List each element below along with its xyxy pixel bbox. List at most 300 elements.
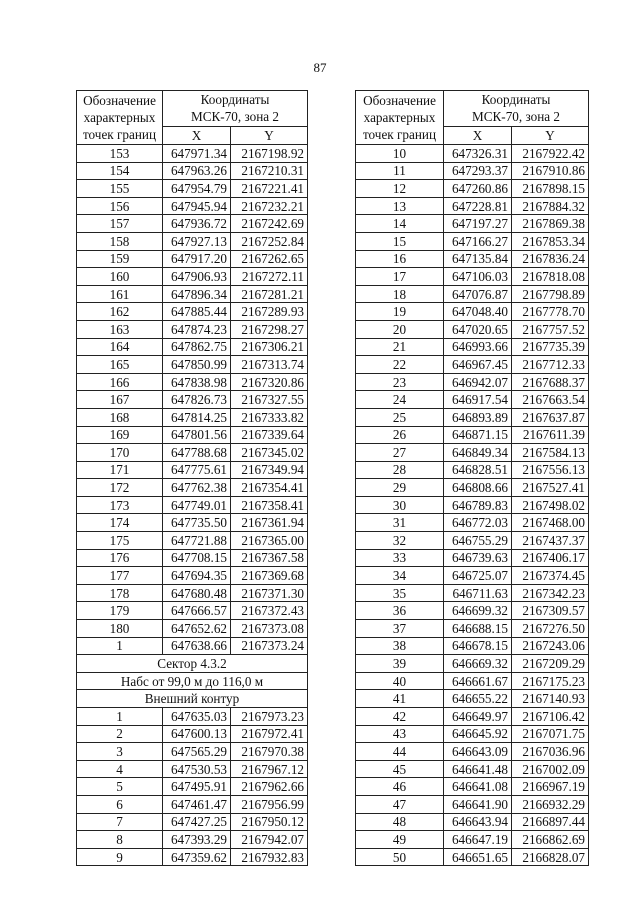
point-number-cell: 48 <box>356 813 444 831</box>
table-row <box>77 831 308 849</box>
x-coordinate-cell: 647788.68 <box>163 444 231 462</box>
x-coordinate-cell: 646739.63 <box>444 549 512 567</box>
x-coordinate-cell: 647721.88 <box>163 532 231 550</box>
x-coordinate-cell: 647530.53 <box>163 760 231 778</box>
y-coordinate-cell: 2167527.41 <box>512 479 589 497</box>
point-number-cell: 154 <box>77 162 163 180</box>
table-row <box>77 549 308 567</box>
table-row <box>77 373 308 391</box>
y-coordinate-cell: 2167071.75 <box>512 725 589 743</box>
x-coordinate-cell: 647862.75 <box>163 338 231 356</box>
x-coordinate-cell: 647106.03 <box>444 268 512 286</box>
table-row <box>77 479 308 497</box>
table-row <box>77 285 308 303</box>
x-coordinate-cell: 646688.15 <box>444 620 512 638</box>
point-number-cell: 162 <box>77 303 163 321</box>
section-row <box>77 672 308 690</box>
x-coordinate-cell: 647635.03 <box>163 708 231 726</box>
x-coordinate-cell: 647749.01 <box>163 496 231 514</box>
table-row <box>77 760 308 778</box>
point-number-cell: 36 <box>356 602 444 620</box>
y-coordinate-cell: 2167210.31 <box>231 162 308 180</box>
table-row <box>77 180 308 198</box>
x-coordinate-cell: 647359.62 <box>163 848 231 866</box>
table-row <box>356 813 589 831</box>
point-number-cell: 29 <box>356 479 444 497</box>
y-coordinate-cell: 2167798.89 <box>512 285 589 303</box>
x-coordinate-cell: 646669.32 <box>444 655 512 673</box>
x-coordinate-cell: 647135.84 <box>444 250 512 268</box>
y-coordinate-cell: 2167361.94 <box>231 514 308 532</box>
x-coordinate-cell: 646645.92 <box>444 725 512 743</box>
point-label-header <box>77 91 163 145</box>
point-number-cell: 15 <box>356 232 444 250</box>
x-coordinate-cell: 646655.22 <box>444 690 512 708</box>
table-header-row <box>356 91 589 127</box>
table-row <box>356 637 589 655</box>
x-coordinate-cell: 647680.48 <box>163 584 231 602</box>
table-row <box>356 338 589 356</box>
y-coordinate-cell: 2167358.41 <box>231 496 308 514</box>
x-coordinate-cell: 646699.32 <box>444 602 512 620</box>
table-row <box>356 620 589 638</box>
x-coordinate-cell: 647076.87 <box>444 285 512 303</box>
x-coordinate-cell: 646643.94 <box>444 813 512 831</box>
point-number-cell: 20 <box>356 320 444 338</box>
x-coordinate-cell: 646725.07 <box>444 567 512 585</box>
table-row <box>356 567 589 585</box>
point-number-cell: 165 <box>77 356 163 374</box>
y-coordinate-cell: 2167373.24 <box>231 637 308 655</box>
table-row <box>356 725 589 743</box>
point-number-cell: 22 <box>356 356 444 374</box>
x-coordinate-cell: 646893.89 <box>444 408 512 426</box>
y-coordinate-cell: 2167320.86 <box>231 373 308 391</box>
y-coordinate-cell: 2167281.21 <box>231 285 308 303</box>
y-column-header: Y <box>231 126 308 144</box>
table-row <box>77 338 308 356</box>
y-coordinate-cell: 2167289.93 <box>231 303 308 321</box>
point-number-cell: 164 <box>77 338 163 356</box>
point-number-cell: 11 <box>356 162 444 180</box>
x-coordinate-cell: 647020.65 <box>444 320 512 338</box>
x-coordinate-cell: 647762.38 <box>163 479 231 497</box>
point-number-cell: 23 <box>356 373 444 391</box>
table-row <box>356 760 589 778</box>
point-number-cell: 155 <box>77 180 163 198</box>
table-row <box>356 250 589 268</box>
point-number-cell: 14 <box>356 215 444 233</box>
x-coordinate-cell: 647850.99 <box>163 356 231 374</box>
x-coordinate-cell: 646849.34 <box>444 444 512 462</box>
table-row <box>356 479 589 497</box>
x-coordinate-cell: 647393.29 <box>163 831 231 849</box>
y-coordinate-cell: 2167970.38 <box>231 743 308 761</box>
point-number-cell: 157 <box>77 215 163 233</box>
sector-title: Сектор 4.3.2 <box>77 655 308 673</box>
point-number-cell: 161 <box>77 285 163 303</box>
y-coordinate-cell: 2167198.92 <box>231 145 308 163</box>
table-row <box>356 391 589 409</box>
y-coordinate-cell: 2167962.66 <box>231 778 308 796</box>
y-coordinate-cell: 2167688.37 <box>512 373 589 391</box>
point-number-cell: 169 <box>77 426 163 444</box>
header-line: Обозначение <box>83 93 156 108</box>
x-coordinate-cell: 647945.94 <box>163 197 231 215</box>
y-coordinate-cell: 2167262.65 <box>231 250 308 268</box>
y-coordinate-cell: 2167956.99 <box>231 795 308 813</box>
point-number-cell: 47 <box>356 795 444 813</box>
y-coordinate-cell: 2167922.42 <box>512 145 589 163</box>
table-row <box>77 496 308 514</box>
x-coordinate-cell: 646641.08 <box>444 778 512 796</box>
contour-title: Внешний контур <box>77 690 308 708</box>
table-row <box>356 285 589 303</box>
y-coordinate-cell: 2167252.84 <box>231 232 308 250</box>
table-row <box>356 831 589 849</box>
point-number-cell: 176 <box>77 549 163 567</box>
y-coordinate-cell: 2167498.02 <box>512 496 589 514</box>
x-coordinate-cell: 647963.26 <box>163 162 231 180</box>
y-coordinate-cell: 2167406.17 <box>512 549 589 567</box>
table-row <box>356 426 589 444</box>
table-row <box>77 303 308 321</box>
x-coordinate-cell: 647565.29 <box>163 743 231 761</box>
y-coordinate-cell: 2167373.08 <box>231 620 308 638</box>
point-number-cell: 18 <box>356 285 444 303</box>
table-row <box>356 584 589 602</box>
y-coordinate-cell: 2167339.64 <box>231 426 308 444</box>
point-number-cell: 153 <box>77 145 163 163</box>
point-number-cell: 41 <box>356 690 444 708</box>
y-coordinate-cell: 2167243.06 <box>512 637 589 655</box>
x-coordinate-cell: 646651.65 <box>444 848 512 866</box>
y-coordinate-cell: 2167967.12 <box>231 760 308 778</box>
y-coordinate-cell: 2167735.39 <box>512 338 589 356</box>
x-coordinate-cell: 647694.35 <box>163 567 231 585</box>
table-row <box>356 496 589 514</box>
y-coordinate-cell: 2167232.21 <box>231 197 308 215</box>
table-row <box>356 514 589 532</box>
x-coordinate-cell: 647708.15 <box>163 549 231 567</box>
x-coordinate-cell: 647652.62 <box>163 620 231 638</box>
point-number-cell: 19 <box>356 303 444 321</box>
y-coordinate-cell: 2167556.13 <box>512 461 589 479</box>
y-coordinate-cell: 2167369.68 <box>231 567 308 585</box>
point-label-header <box>356 91 444 145</box>
point-number-cell: 166 <box>77 373 163 391</box>
table-row <box>356 162 589 180</box>
x-coordinate-cell: 647735.50 <box>163 514 231 532</box>
y-coordinate-cell: 2166932.29 <box>512 795 589 813</box>
point-number-cell: 16 <box>356 250 444 268</box>
table-row <box>77 215 308 233</box>
y-coordinate-cell: 2167869.38 <box>512 215 589 233</box>
point-number-cell: 7 <box>77 813 163 831</box>
y-coordinate-cell: 2167327.55 <box>231 391 308 409</box>
x-coordinate-cell: 646641.90 <box>444 795 512 813</box>
table-row <box>77 567 308 585</box>
table-row <box>356 444 589 462</box>
point-number-cell: 10 <box>356 145 444 163</box>
header-line: характерных <box>363 110 436 125</box>
x-coordinate-cell: 647927.13 <box>163 232 231 250</box>
x-coordinate-cell: 647048.40 <box>444 303 512 321</box>
header-line: МСК-70, зона 2 <box>471 109 561 125</box>
point-number-cell: 8 <box>77 831 163 849</box>
point-number-cell: 171 <box>77 461 163 479</box>
point-number-cell: 5 <box>77 778 163 796</box>
table-row <box>356 320 589 338</box>
x-coordinate-cell: 646828.51 <box>444 461 512 479</box>
point-number-cell: 156 <box>77 197 163 215</box>
table-row <box>77 408 308 426</box>
y-coordinate-cell: 2167354.41 <box>231 479 308 497</box>
point-number-cell: 43 <box>356 725 444 743</box>
header-line: Координаты <box>481 92 551 108</box>
point-number-cell: 13 <box>356 197 444 215</box>
y-coordinate-cell: 2167345.02 <box>231 444 308 462</box>
y-coordinate-cell: 2167884.32 <box>512 197 589 215</box>
point-number-cell: 28 <box>356 461 444 479</box>
y-coordinate-cell: 2167298.27 <box>231 320 308 338</box>
y-coordinate-cell: 2166828.07 <box>512 848 589 866</box>
y-coordinate-cell: 2167932.83 <box>231 848 308 866</box>
table-row <box>356 356 589 374</box>
y-coordinate-cell: 2167942.07 <box>231 831 308 849</box>
table-row <box>77 514 308 532</box>
header-line: точек границ <box>82 127 157 142</box>
y-coordinate-cell: 2167637.87 <box>512 408 589 426</box>
point-number-cell: 50 <box>356 848 444 866</box>
x-coordinate-cell: 646772.03 <box>444 514 512 532</box>
x-coordinate-cell: 646711.63 <box>444 584 512 602</box>
coordinates-header <box>444 91 589 127</box>
y-coordinate-cell: 2167209.29 <box>512 655 589 673</box>
point-number-cell: 49 <box>356 831 444 849</box>
y-coordinate-cell: 2167342.23 <box>512 584 589 602</box>
point-number-cell: 46 <box>356 778 444 796</box>
table-row <box>77 197 308 215</box>
y-coordinate-cell: 2167276.50 <box>512 620 589 638</box>
y-coordinate-cell: 2166967.19 <box>512 778 589 796</box>
y-coordinate-cell: 2166862.69 <box>512 831 589 849</box>
table-row <box>77 232 308 250</box>
y-coordinate-cell: 2167778.70 <box>512 303 589 321</box>
point-number-cell: 30 <box>356 496 444 514</box>
table-row <box>77 532 308 550</box>
y-coordinate-cell: 2167836.24 <box>512 250 589 268</box>
y-coordinate-cell: 2167002.09 <box>512 760 589 778</box>
x-coordinate-cell: 646678.15 <box>444 637 512 655</box>
table-row <box>356 655 589 673</box>
point-number-cell: 3 <box>77 743 163 761</box>
y-coordinate-cell: 2166897.44 <box>512 813 589 831</box>
point-number-cell: 173 <box>77 496 163 514</box>
point-number-cell: 34 <box>356 567 444 585</box>
x-coordinate-cell: 646661.67 <box>444 672 512 690</box>
point-number-cell: 2 <box>77 725 163 743</box>
section-row <box>77 655 308 673</box>
table-row <box>77 620 308 638</box>
x-coordinate-cell: 647166.27 <box>444 232 512 250</box>
y-coordinate-cell: 2167663.54 <box>512 391 589 409</box>
x-coordinate-cell: 647801.56 <box>163 426 231 444</box>
section-row <box>77 690 308 708</box>
header-line: МСК-70, зона 2 <box>190 109 280 125</box>
x-column-header: X <box>163 126 231 144</box>
y-coordinate-cell: 2167950.12 <box>231 813 308 831</box>
x-coordinate-cell: 646942.07 <box>444 373 512 391</box>
x-coordinate-cell: 646755.29 <box>444 532 512 550</box>
y-coordinate-cell: 2167437.37 <box>512 532 589 550</box>
y-coordinate-cell: 2167242.69 <box>231 215 308 233</box>
header-line: характерных <box>83 110 156 125</box>
y-coordinate-cell: 2167313.74 <box>231 356 308 374</box>
point-number-cell: 12 <box>356 180 444 198</box>
x-coordinate-cell: 646917.54 <box>444 391 512 409</box>
right-coordinates-table <box>355 90 589 866</box>
y-coordinate-cell: 2167910.86 <box>512 162 589 180</box>
table-row <box>77 145 308 163</box>
coordinates-header <box>163 91 308 127</box>
x-coordinate-cell: 646789.83 <box>444 496 512 514</box>
y-coordinate-cell: 2167374.45 <box>512 567 589 585</box>
table-row <box>77 584 308 602</box>
point-number-cell: 167 <box>77 391 163 409</box>
table-row <box>77 391 308 409</box>
x-coordinate-cell: 646871.15 <box>444 426 512 444</box>
table-row <box>356 461 589 479</box>
x-coordinate-cell: 647826.73 <box>163 391 231 409</box>
point-number-cell: 26 <box>356 426 444 444</box>
x-coordinate-cell: 647906.93 <box>163 268 231 286</box>
y-coordinate-cell: 2167712.33 <box>512 356 589 374</box>
table-row <box>77 795 308 813</box>
point-number-cell: 172 <box>77 479 163 497</box>
x-coordinate-cell: 646808.66 <box>444 479 512 497</box>
x-coordinate-cell: 647838.98 <box>163 373 231 391</box>
y-coordinate-cell: 2167584.13 <box>512 444 589 462</box>
x-coordinate-cell: 647896.34 <box>163 285 231 303</box>
x-coordinate-cell: 647814.25 <box>163 408 231 426</box>
y-coordinate-cell: 2167468.00 <box>512 514 589 532</box>
page-number: 87 <box>313 60 327 75</box>
table-row <box>356 672 589 690</box>
table-row <box>77 602 308 620</box>
x-coordinate-cell: 647495.91 <box>163 778 231 796</box>
table-row <box>356 549 589 567</box>
table-row <box>356 532 589 550</box>
y-coordinate-cell: 2167818.08 <box>512 268 589 286</box>
x-coordinate-cell: 647228.81 <box>444 197 512 215</box>
table-row <box>356 145 589 163</box>
depth-range: Набс от 99,0 м до 116,0 м <box>77 672 308 690</box>
header-line: Обозначение <box>363 93 436 108</box>
x-coordinate-cell: 647293.37 <box>444 162 512 180</box>
point-number-cell: 1 <box>77 708 163 726</box>
point-number-cell: 24 <box>356 391 444 409</box>
x-coordinate-cell: 647197.27 <box>444 215 512 233</box>
point-number-cell: 179 <box>77 602 163 620</box>
point-number-cell: 9 <box>77 848 163 866</box>
table-row <box>356 778 589 796</box>
table-row <box>356 408 589 426</box>
point-number-cell: 159 <box>77 250 163 268</box>
point-number-cell: 177 <box>77 567 163 585</box>
y-coordinate-cell: 2167611.39 <box>512 426 589 444</box>
y-coordinate-cell: 2167333.82 <box>231 408 308 426</box>
point-number-cell: 158 <box>77 232 163 250</box>
x-coordinate-cell: 646643.09 <box>444 743 512 761</box>
table-row <box>77 162 308 180</box>
point-number-cell: 17 <box>356 268 444 286</box>
point-number-cell: 163 <box>77 320 163 338</box>
x-column-header: X <box>444 126 512 144</box>
point-number-cell: 174 <box>77 514 163 532</box>
table-row <box>77 268 308 286</box>
x-coordinate-cell: 647638.66 <box>163 637 231 655</box>
table-row <box>77 444 308 462</box>
point-number-cell: 33 <box>356 549 444 567</box>
x-coordinate-cell: 647775.61 <box>163 461 231 479</box>
y-coordinate-cell: 2167972.41 <box>231 725 308 743</box>
point-number-cell: 175 <box>77 532 163 550</box>
point-number-cell: 32 <box>356 532 444 550</box>
x-coordinate-cell: 647260.86 <box>444 180 512 198</box>
table-row <box>77 461 308 479</box>
y-coordinate-cell: 2167365.00 <box>231 532 308 550</box>
x-coordinate-cell: 647427.25 <box>163 813 231 831</box>
x-coordinate-cell: 647461.47 <box>163 795 231 813</box>
y-coordinate-cell: 2167757.52 <box>512 320 589 338</box>
y-coordinate-cell: 2167367.58 <box>231 549 308 567</box>
table-row <box>356 303 589 321</box>
point-number-cell: 6 <box>77 795 163 813</box>
y-coordinate-cell: 2167306.21 <box>231 338 308 356</box>
table-row <box>77 725 308 743</box>
point-number-cell: 38 <box>356 637 444 655</box>
y-coordinate-cell: 2167140.93 <box>512 690 589 708</box>
table-row <box>356 197 589 215</box>
y-coordinate-cell: 2167853.34 <box>512 232 589 250</box>
x-coordinate-cell: 647600.13 <box>163 725 231 743</box>
y-column-header: Y <box>512 126 589 144</box>
y-coordinate-cell: 2167272.11 <box>231 268 308 286</box>
table-row <box>356 232 589 250</box>
table-row <box>356 602 589 620</box>
x-coordinate-cell: 646993.66 <box>444 338 512 356</box>
table-row <box>356 180 589 198</box>
table-row <box>356 708 589 726</box>
point-number-cell: 170 <box>77 444 163 462</box>
y-coordinate-cell: 2167372.43 <box>231 602 308 620</box>
y-coordinate-cell: 2167036.96 <box>512 743 589 761</box>
table-row <box>77 637 308 655</box>
table-row <box>77 356 308 374</box>
table-row <box>77 813 308 831</box>
y-coordinate-cell: 2167106.42 <box>512 708 589 726</box>
point-number-cell: 160 <box>77 268 163 286</box>
point-number-cell: 45 <box>356 760 444 778</box>
x-coordinate-cell: 647954.79 <box>163 180 231 198</box>
table-row <box>356 848 589 866</box>
table-row <box>77 848 308 866</box>
point-number-cell: 21 <box>356 338 444 356</box>
x-coordinate-cell: 646967.45 <box>444 356 512 374</box>
y-coordinate-cell: 2167175.23 <box>512 672 589 690</box>
point-number-cell: 180 <box>77 620 163 638</box>
